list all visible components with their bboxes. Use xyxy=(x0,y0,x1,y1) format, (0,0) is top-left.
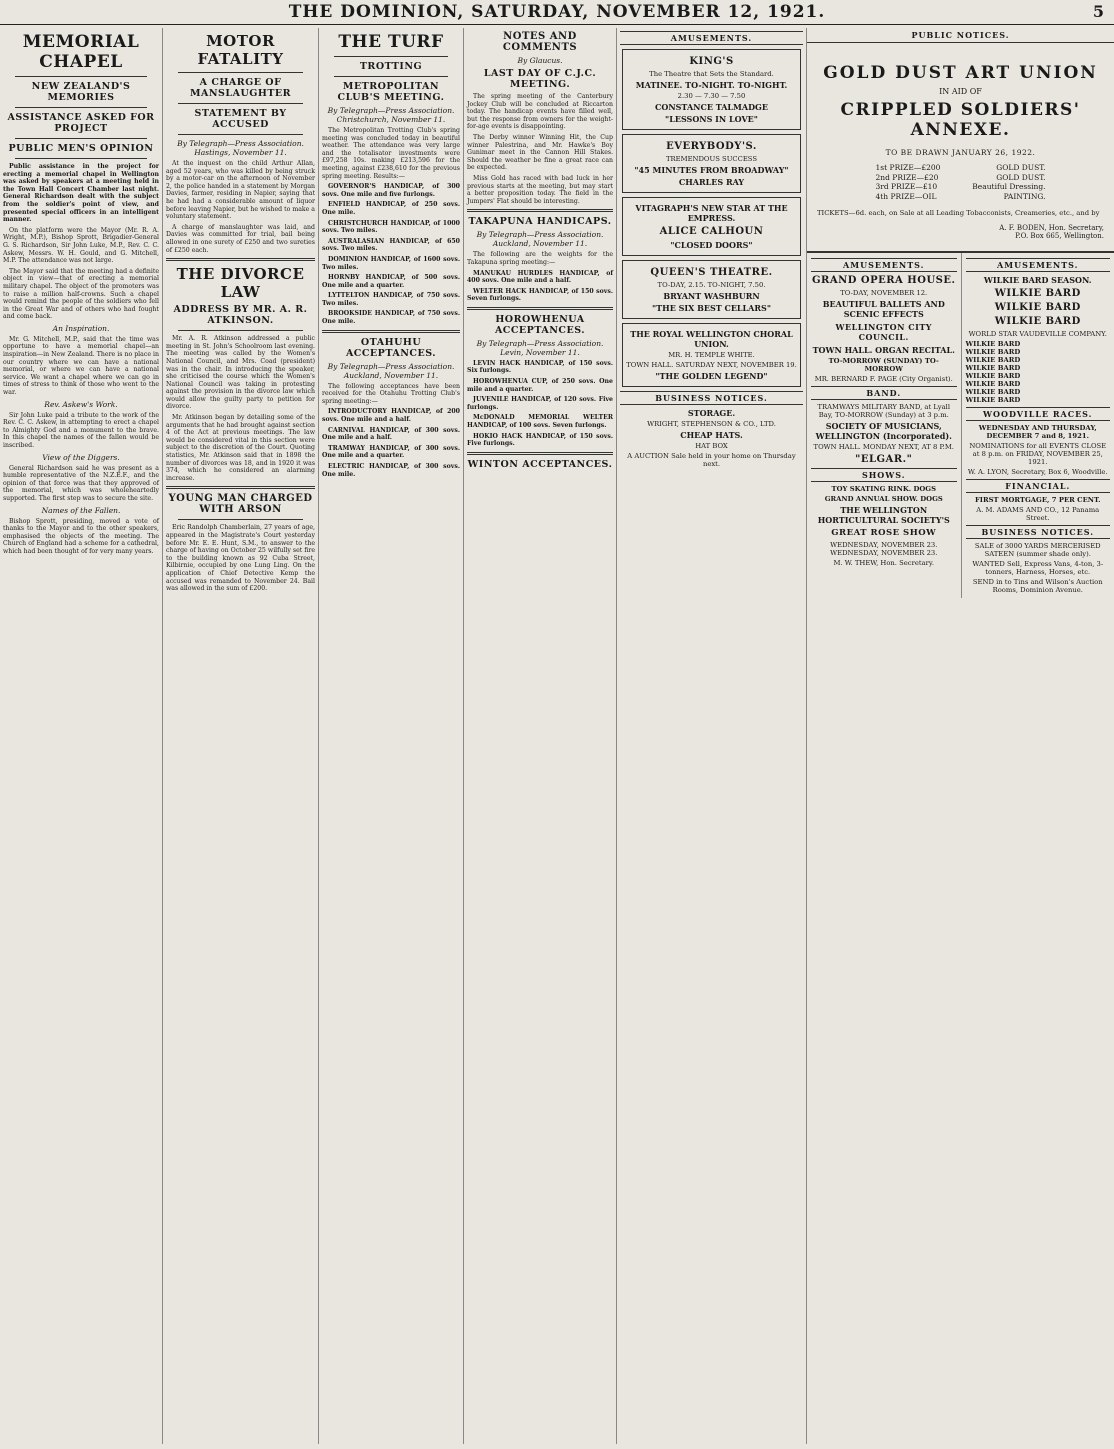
deck-statement: STATEMENT BY ACCUSED xyxy=(194,108,287,130)
auction-notice: A AUCTION Sale held in your home on Thursday next. xyxy=(627,452,796,468)
choral-venue: TOWN HALL. SATURDAY NEXT, NOVEMBER 19. xyxy=(626,361,797,369)
subcolumn-left xyxy=(807,253,961,598)
wilkie-season: WILKIE BARD SEASON. xyxy=(983,274,1092,285)
section-business: BUSINESS NOTICES. xyxy=(620,391,803,405)
prize-row: 2nd PRIZE—£20 GOLD DUST. xyxy=(875,172,1046,182)
organist: MR. BERNARD F. PAGE (City Organist). xyxy=(814,374,953,383)
gold-annexe: CRIPPLED SOLDIERS' ANNEXE. xyxy=(840,100,1081,140)
article-paragraph: Sir John Luke paid a tribute to the work of the Rev. C. C. Askew, in attempting to erect a chapel to Almighty God and a monument to the brave. In this chapel the names of the fallen would be inscribed. xyxy=(3,411,159,449)
article-paragraph: The Mayor said that the meeting had a definite object in view—that of erecting a memorial military chapel. The object of the promoters was to raise a million half-crowns. Such a chapel would remind the people of the soldiers who fell in the Great War and of others who had fought and come back. xyxy=(3,267,159,321)
article-paragraph: A charge of manslaughter was laid, and Davies was committed for trial, bail being allowed in one surety of £250 and two sureties of £250 each. xyxy=(166,223,315,254)
woodville-date: WEDNESDAY AND THURSDAY, DECEMBER 7 and 8, 1921. xyxy=(978,423,1097,440)
grand-opera-date: TO-DAY, NOVEMBER 12. xyxy=(840,288,928,297)
ad-queens xyxy=(622,260,801,319)
prize-row: 4th PRIZE—OIL PAINTING. xyxy=(875,191,1046,201)
deck-atkinson: ADDRESS BY MR. A. R. ATKINSON. xyxy=(173,304,308,327)
byline: By Telegraph—Press Association. Auckland, November 11. xyxy=(476,230,604,249)
byline: By Glaucus. xyxy=(517,56,563,65)
section-shows: SHOWS. xyxy=(811,468,957,482)
queens-feature: "THE SIX BEST CELLARS" xyxy=(652,303,771,313)
wilkie-bard-title: WILKIE BARD xyxy=(994,301,1081,313)
article-lead: Public assistance in the project for erecting a memorial chapel in Wellington was asked by speakers at a meeting held in the Town Hall Concert Chamber last night. General Richardson dealt with the subject from the soldier's point of view, and presented special officers in an intelligent manner. xyxy=(3,163,159,224)
hats-box: HAT BOX xyxy=(695,442,728,450)
kings-matinee: MATINEE. TO-NIGHT. TO-NIGHT. xyxy=(635,80,788,90)
article-paragraph: The following acceptances have been received for the Otahuhu Trotting Club's spring meeting:— xyxy=(322,382,460,405)
headline-memorial-chapel: MEMORIAL CHAPEL xyxy=(22,32,140,72)
race-result: GOVERNOR'S HANDICAP, of 300 sovs. One mile and five furlongs. xyxy=(322,183,460,198)
race-acceptance: TRAMWAY HANDICAP, of 300 sovs. One mile and a quarter. xyxy=(322,444,460,460)
column-turf xyxy=(318,28,463,1444)
gold-drawn-date: TO BE DRAWN JANUARY 26, 1922. xyxy=(885,148,1036,157)
race-acceptance: HOKIO HACK HANDICAP, of 150 sovs. Five furlongs. xyxy=(467,432,613,448)
race-acceptance: CARNIVAL HANDICAP, of 300 sovs. One mile and a half. xyxy=(322,426,460,442)
article-paragraph: The spring meeting of the Canterbury Jockey Club will be concluded at Riccarton today. The handicap events have filled well, but the response from owners for the weight-for-age events is disappointing. xyxy=(467,93,613,131)
article-paragraph: At the inquest on the child Arthur Allan, aged 52 years, who was killed by being struck by a motor-car on the afternoon of November 2, the police handed in a statement by Morgan Davies, farmer, residing in Napier, saying that he had had a considerable amount of liquor before leaving Napier, but he wished to make a voluntary statement. xyxy=(166,160,315,221)
article-paragraph: The Derby winner Winning Hit, the Cup winner Palestrina, and Mr. Hawke's Boy Gunimar meet in the Cannon Hill Stakes. Should the weather be fine a great race can be expected. xyxy=(467,133,613,172)
headline-takapuna: TAKAPUNA HANDICAPS. xyxy=(468,216,612,228)
race-result: CHRISTCHURCH HANDICAP, of 1000 sovs. Two miles. xyxy=(322,219,460,235)
headline-turf: THE TURF xyxy=(338,32,444,52)
race-weights: WELTER HACK HANDICAP, of 150 sovs. Seven furlongs. xyxy=(467,287,613,303)
race-result: AUSTRALASIAN HANDICAP, of 650 sovs. Two miles. xyxy=(322,237,460,253)
race-acceptance: HOROWHENUA CUP, of 250 sovs. One mile and a quarter. xyxy=(467,378,613,393)
prize-row: 1st PRIZE—£200 GOLD DUST. xyxy=(875,163,1046,172)
adams-co: A. M. ADAMS AND CO., 12 Panama Street. xyxy=(976,505,1100,522)
section-amusements-right: AMUSEMENTS. xyxy=(966,258,1111,272)
gold-secretary: A. F. BODEN, Hon. Secretary, P.O. Box 665, Wellington. xyxy=(999,223,1104,240)
everybodys-star: CHARLES RAY xyxy=(678,177,745,187)
woodville-secretary: W. A. LYON, Secretary, Box 6, Woodville. xyxy=(967,467,1108,476)
column-amusements xyxy=(616,28,806,1444)
great-rose-show: GREAT ROSE SHOW xyxy=(831,527,937,538)
article-paragraph: Mr. Atkinson began by detailing some of the arguments that he had brought against section 4 of the Act at previous meetings. The law would be considered vital in this section were subject to the discretion of the Court. Quoting statistics, Mr. Atkinson said that in 1898 the number of divorces was 18, and in 1920 it was 374, which he considered an alarming increase. xyxy=(166,414,315,482)
masthead xyxy=(0,0,1114,25)
ad-empress xyxy=(622,197,801,256)
ad-kings-theatre xyxy=(622,49,801,130)
race-weights: MANUKAU HURDLES HANDICAP, of 400 sovs. One mile and a half. xyxy=(467,269,613,285)
society-musicians: SOCIETY OF MUSICIANS, WELLINGTON (Incorporated). xyxy=(815,420,952,441)
mortgage: FIRST MORTGAGE, 7 PER CENT. xyxy=(974,495,1101,504)
section-heading: An Inspiration. xyxy=(52,323,110,333)
deck-trotting: TROTTING xyxy=(359,61,423,72)
deck-opinion: PUBLIC MEN'S OPINION xyxy=(8,143,154,154)
organ-date: TO-MORROW (SUNDAY) TO-MORROW xyxy=(828,356,939,373)
article-paragraph: Eric Randolph Chamberlain, 27 years of age, appeared in the Magistrate's Court yesterday before Mr. E. E. Hunt, S.M., to answer to the charge of having on October 25 wilfully set fire to the building known as 92 Cuba Street, Kilbirnie, occupied by one Lung Ling. On the application of Chief Detective Kemp the accused was remanded to November 24. Bail was allowed in the sum of £200. xyxy=(166,524,315,593)
prize-list xyxy=(876,163,1046,201)
deck-cjc: LAST DAY OF C.J.C. MEETING. xyxy=(483,68,597,90)
race-result: HORNBY HANDICAP, of 500 sovs. One mile and a quarter. xyxy=(322,274,460,289)
article-paragraph: Mr. G. Mitchell, M.P., said that the time was opportune to have a memorial chapel—an inspiration—in New Zealand. There is no place in our country where we can have a national memorial, or where we can have a national service. We want a chapel where we can go in times of stress to think of those who went to the war. xyxy=(3,335,159,397)
everybodys-title: EVERYBODY'S. xyxy=(666,141,757,152)
kings-title: KING'S xyxy=(689,56,734,67)
wanted-vans: WANTED Sell, Express Vans, 4-ton, 3-tonners, Harness, Horses, etc. xyxy=(972,559,1104,576)
byline: By Telegraph—Press Association. Auckland, November 11. xyxy=(327,361,455,380)
choral-conductor: MR. H. TEMPLE WHITE. xyxy=(668,351,755,359)
newspaper-title: THE DOMINION, SATURDAY, NOVEMBER 12, 1921. xyxy=(288,2,826,22)
send-auction: SEND in to Tins and Wilson's Auction Rooms, Dominion Avenue. xyxy=(972,577,1103,594)
headline-motor-fatality: MOTOR FATALITY xyxy=(197,32,284,68)
queens-times: TO-DAY, 2.15. TO-NIGHT, 7.50. xyxy=(657,281,766,289)
section-sporting: WOODVILLE RACES. xyxy=(966,407,1111,421)
deck-metropolitan: METROPOLITAN CLUB'S MEETING. xyxy=(337,81,445,103)
race-result: LYTTELTON HANDICAP, of 750 sovs. Two miles. xyxy=(322,292,460,307)
column-notes-comments xyxy=(463,28,616,1444)
section-heading: View of the Diggers. xyxy=(42,452,120,462)
section-financial: FINANCIAL. xyxy=(966,479,1111,493)
everybodys-sub: TREMENDOUS SUCCESS xyxy=(666,155,757,163)
gold-tickets: TICKETS—6d. each, on Sale at all Leading Tobacconists, Creameries, etc., and by xyxy=(817,209,1100,217)
article-paragraph: General Richardson said he was present as a humble representative of the N.Z.E.F., and the opinion of that force was that they approved of the memorial, which was wholeheartedly supported. The first step was to secure the site. xyxy=(3,464,159,502)
race-acceptance: JUVENILE HANDICAP, of 120 sovs. Five furlongs. xyxy=(467,396,613,411)
article-paragraph: Miss Gold has raced with bad luck in her previous starts at the meeting, but may start a better proposition today. The field in the Jumpers' Flat should be interesting. xyxy=(467,174,613,205)
toy-show: TOY SKATING RINK. DOGS xyxy=(831,484,936,493)
gold-title: GOLD DUST ART UNION xyxy=(823,63,1098,83)
empress-title: VITAGRAPH'S NEW STAR AT THE EMPRESS. xyxy=(635,203,788,223)
section-heading: Rev. Askew's Work. xyxy=(44,399,118,409)
section-heading: Names of the Fallen. xyxy=(41,505,121,515)
race-acceptance: McDONALD MEMORIAL WELTER HANDICAP, of 100 sovs. Seven furlongs. xyxy=(467,414,613,430)
ad-gold-dust xyxy=(807,43,1114,253)
column-memorial-chapel xyxy=(0,28,162,1444)
queens-star: BRYANT WASHBURN xyxy=(663,291,760,301)
headline-notes: NOTES AND COMMENTS xyxy=(502,31,578,53)
everybodys-feature: "45 MINUTES FROM BROADWAY" xyxy=(634,165,789,175)
choral-title: THE ROYAL WELLINGTON CHORAL UNION. xyxy=(630,329,793,349)
wilkie-bard-title: WILKIE BARD xyxy=(994,315,1081,327)
page-number: 5 xyxy=(1092,2,1104,21)
gold-in-aid: IN AID OF xyxy=(939,87,982,96)
headline-divorce-law: THE DIVORCE LAW xyxy=(176,265,305,302)
headline-otahuhu: OTAHUHU ACCEPTANCES. xyxy=(345,336,437,359)
elgar-title: "ELGAR." xyxy=(855,453,913,465)
race-acceptance: LEVIN HACK HANDICAP, of 150 sovs. Six furlongs. xyxy=(467,359,613,375)
deck-assistance: ASSISTANCE ASKED FOR PROJECT xyxy=(7,112,155,134)
byline: By Telegraph—Press Association. Levin, November 11. xyxy=(476,338,604,357)
grand-opera-ballets: BEAUTIFUL BALLETS AND SCENIC EFFECTS xyxy=(822,298,945,319)
headline-arson: YOUNG MAN CHARGED WITH ARSON xyxy=(168,493,313,516)
section-business-right: BUSINESS NOTICES. xyxy=(966,525,1111,539)
byline: By Telegraph—Press Association. Hastings, November 11. xyxy=(177,139,304,157)
subheadline-memories: NEW ZEALAND'S MEMORIES xyxy=(31,81,131,103)
toy-grand-show: GRAND ANNUAL SHOW. DOGS xyxy=(824,494,943,503)
hort-secretary: M. W. THEW, Hon. Secretary. xyxy=(833,558,935,567)
byline: By Telegraph—Press Association. Christchurch, November 11. xyxy=(327,106,455,124)
wilkie-bard-list: WILKIE BARD WILKIE BARD WILKIE BARD WILKIE BARD WILKIE BARD WILKIE BARD WILKIE BARD WILKIE BARD xyxy=(965,339,1021,404)
race-result: BROOKSIDE HANDICAP, of 750 sovs. One mile. xyxy=(322,310,460,326)
choral-work: "THE GOLDEN LEGEND" xyxy=(655,371,768,381)
organ-recital: TOWN HALL. ORGAN RECITAL. xyxy=(812,344,955,355)
woodville-nominations: NOMINATIONS for all EVENTS CLOSE at 8 p.m. on FRIDAY, NOVEMBER 25, 1921. xyxy=(969,441,1107,466)
storage-heading: STORAGE. xyxy=(687,408,736,418)
race-result: DOMINION HANDICAP, of 1600 sovs. Two miles. xyxy=(322,255,460,271)
article-paragraph: The Metropolitan Trotting Club's spring meeting was concluded today in beautiful weather. The attendance was very large and the totalisator investments were £97,258 10s. making £213,596 for the meeting, against £238,610 for the previous spring meeting. Results:— xyxy=(322,127,460,180)
column-public-notices xyxy=(806,28,1114,1444)
queens-title: QUEEN'S THEATRE. xyxy=(650,267,773,278)
prize-row: 3rd PRIZE—£10 Beautiful Dressing. xyxy=(875,182,1046,191)
race-acceptance: INTRODUCTORY HANDICAP, of 200 sovs. One mile and a half. xyxy=(322,408,460,424)
headline-winton: WINTON ACCEPTANCES. xyxy=(467,458,613,470)
kings-subtitle: The Theatre that Sets the Standard. xyxy=(649,70,774,78)
article-paragraph: Mr. A. R. Atkinson addressed a public meeting in St. John's Schoolroom last evening. The meeting was called by the Women's National Council, and Mrs. Coad (president) was in the chair. In introducing the speaker, she criticised the course which the Women's National Council was taking in protesting against the provision in the divorce law which would allow the guilty party to petition for divorce. xyxy=(166,335,315,411)
column-motor-fatality xyxy=(162,28,318,1444)
section-amusements-left: AMUSEMENTS. xyxy=(811,258,957,272)
ad-everybodys xyxy=(622,134,801,193)
kings-feature: CONSTANCE TALMADGE xyxy=(655,102,768,112)
headline-horowhenua: HOROWHENUA ACCEPTANCES. xyxy=(494,313,586,336)
grand-opera-title: GRAND OPERA HOUSE. xyxy=(811,274,956,286)
deck-manslaughter: A CHARGE OF MANSLAUGHTER xyxy=(189,77,292,99)
race-acceptance: ELECTRIC HANDICAP, of 300 sovs. One mile. xyxy=(322,463,460,478)
subcolumn-right xyxy=(961,253,1114,598)
ad-choral-union xyxy=(622,323,801,387)
storage-company: WRIGHT, STEPHENSON & CO., LTD. xyxy=(647,420,776,428)
article-paragraph: On the platform were the Mayor (Mr. R. A. Wright, M.P.), Bishop Sprott, Brigadier-General G. S. Richardson, Sir John Luke, M.P., Rev. C. C. Askew, Messrs. W. H. Gould, and G. Mitchell, M.P. The attendance was not large. xyxy=(3,226,159,265)
wellington-council: WELLINGTON CITY COUNCIL. xyxy=(835,321,932,342)
section-amusements: AMUSEMENTS. xyxy=(620,31,803,45)
wilkie-tour: WORLD STAR VAUDEVILLE COMPANY. xyxy=(968,329,1107,338)
wilkie-bard-title: WILKIE BARD xyxy=(994,287,1081,299)
section-band: BAND. xyxy=(811,386,957,400)
hort-society: THE WELLINGTON HORTICULTURAL SOCIETY'S xyxy=(817,504,950,525)
sateen-sale: SALE of 3000 YARDS MERCERISED SATEEN (summer shade only). xyxy=(974,541,1101,558)
tramways-band: TRAMWAYS MILITARY BAND, at Lyall Bay, TO-MORROW (Sunday) at 3 p.m. xyxy=(817,402,951,419)
hats-heading: CHEAP HATS. xyxy=(680,430,743,440)
rose-show-date: WEDNESDAY, NOVEMBER 23. WEDNESDAY, NOVEMBER 23. xyxy=(830,540,938,557)
article-paragraph: The following are the weights for the Takapuna spring meeting:— xyxy=(467,251,613,266)
race-result: ENFIELD HANDICAP, of 250 sovs. One mile. xyxy=(322,201,460,216)
empress-feature: "CLOSED DOORS" xyxy=(670,240,753,250)
kings-times: 2.30 — 7.30 — 7.50 xyxy=(677,92,746,100)
section-public-notices: PUBLIC NOTICES. xyxy=(807,28,1114,43)
society-venue: TOWN HALL. MONDAY NEXT, AT 8 P.M. xyxy=(813,442,954,451)
article-paragraph: Bishop Sprott, presiding, moved a vote of thanks to the Mayor and to the other speakers, emphasised the objects of the meeting. The Church of England had a scheme for a cathedral, which had been thought of for very many years. xyxy=(3,517,159,555)
public-notices-subcolumns xyxy=(807,253,1114,598)
kings-feature-title: "LESSONS IN LOVE" xyxy=(665,114,758,124)
empress-star: ALICE CALHOUN xyxy=(659,226,764,237)
